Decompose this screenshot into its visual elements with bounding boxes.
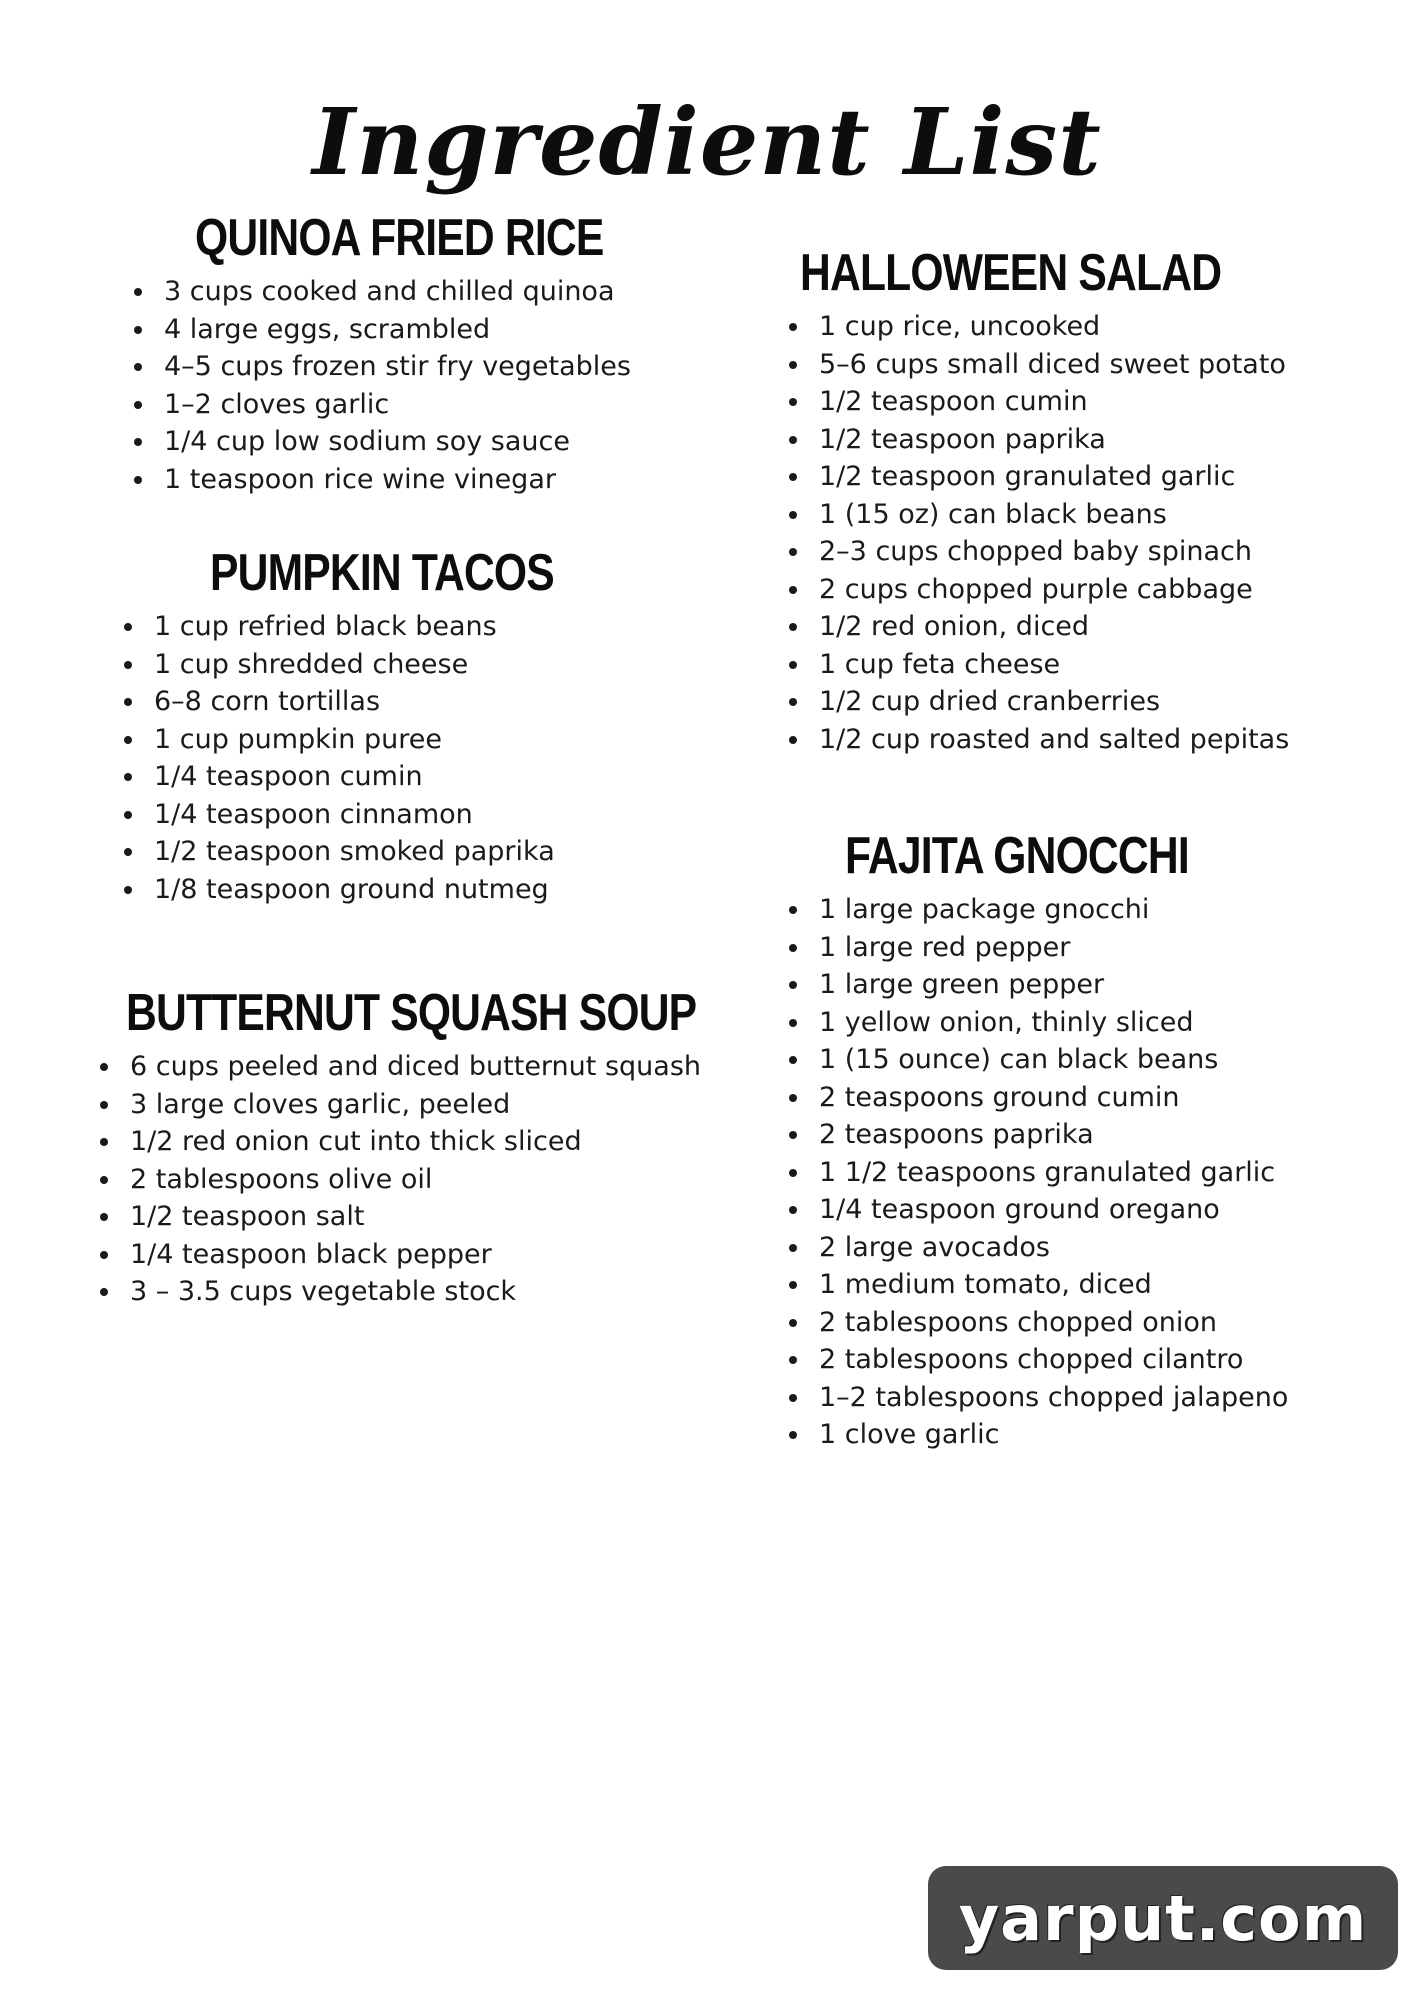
section-heading: PUMPKIN TACOS xyxy=(210,544,554,602)
list-item: 3 – 3.5 cups vegetable stock xyxy=(96,1273,821,1311)
list-item: 2–3 cups chopped baby spinach xyxy=(785,533,1314,571)
list-item: 4–5 cups frozen stir fry vegetables xyxy=(130,348,693,386)
list-item: 1–2 cloves garlic xyxy=(130,386,693,424)
list-item: 1 cup pumpkin puree xyxy=(120,721,629,759)
recipe-section-halloween-salad xyxy=(785,245,1314,758)
list-item: 3 large cloves garlic, peeled xyxy=(96,1086,821,1124)
ingredient-list xyxy=(785,308,1314,758)
list-item: 2 large avocados xyxy=(785,1229,1288,1267)
ingredient-list xyxy=(785,891,1288,1454)
page-title: Ingredient List xyxy=(312,87,1102,196)
list-item: 1/4 teaspoon ground oregano xyxy=(785,1191,1288,1229)
section-heading: BUTTERNUT SQUASH SOUP xyxy=(126,984,697,1042)
recipe-section-quinoa-fried-rice xyxy=(130,210,693,498)
watermark-text: yarput.com xyxy=(958,1881,1368,1955)
list-item: 1/2 teaspoon smoked paprika xyxy=(120,833,629,871)
section-heading: HALLOWEEN SALAD xyxy=(800,244,1222,302)
list-item: 2 teaspoons ground cumin xyxy=(785,1079,1288,1117)
list-item: 2 cups chopped purple cabbage xyxy=(785,571,1314,609)
list-item: 2 tablespoons chopped onion xyxy=(785,1304,1288,1342)
recipe-section-pumpkin-tacos xyxy=(120,545,629,908)
list-item: 1/2 teaspoon cumin xyxy=(785,383,1314,421)
list-item: 1 yellow onion, thinly sliced xyxy=(785,1004,1288,1042)
list-item: 1 cup rice, uncooked xyxy=(785,308,1314,346)
list-item: 1 large green pepper xyxy=(785,966,1288,1004)
list-item: 4 large eggs, scrambled xyxy=(130,311,693,349)
list-item: 6 cups peeled and diced butternut squash xyxy=(96,1048,821,1086)
list-item: 1/2 teaspoon salt xyxy=(96,1198,821,1236)
list-item: 1 cup feta cheese xyxy=(785,646,1314,684)
list-item: 2 teaspoons paprika xyxy=(785,1116,1288,1154)
list-item: 1/2 cup dried cranberries xyxy=(785,683,1314,721)
list-item: 1 cup shredded cheese xyxy=(120,646,629,684)
list-item: 1 (15 ounce) can black beans xyxy=(785,1041,1288,1079)
list-item: 2 tablespoons chopped cilantro xyxy=(785,1341,1288,1379)
list-item: 1 (15 oz) can black beans xyxy=(785,496,1314,534)
list-item: 1/2 teaspoon paprika xyxy=(785,421,1314,459)
list-item: 1–2 tablespoons chopped jalapeno xyxy=(785,1379,1288,1417)
list-item: 1 clove garlic xyxy=(785,1416,1288,1454)
list-item: 1/4 cup low sodium soy sauce xyxy=(130,423,693,461)
ingredient-list xyxy=(130,273,693,498)
list-item: 1/2 cup roasted and salted pepitas xyxy=(785,721,1314,759)
list-item: 1/8 teaspoon ground nutmeg xyxy=(120,871,629,909)
recipe-section-butternut-squash-soup xyxy=(96,985,821,1311)
list-item: 6–8 corn tortillas xyxy=(120,683,629,721)
section-heading: QUINOA FRIED RICE xyxy=(195,209,604,267)
list-item: 1 large red pepper xyxy=(785,929,1288,967)
list-item: 3 cups cooked and chilled quinoa xyxy=(130,273,693,311)
list-item: 1/4 teaspoon cinnamon xyxy=(120,796,629,834)
list-item: 5–6 cups small diced sweet potato xyxy=(785,346,1314,384)
list-item: 1/4 teaspoon black pepper xyxy=(96,1236,821,1274)
list-item: 1/2 teaspoon granulated garlic xyxy=(785,458,1314,496)
list-item: 1 teaspoon rice wine vinegar xyxy=(130,461,693,499)
list-item: 1 1/2 teaspoons granulated garlic xyxy=(785,1154,1288,1192)
watermark-badge xyxy=(928,1866,1398,1970)
list-item: 2 tablespoons olive oil xyxy=(96,1161,821,1199)
list-item: 1 large package gnocchi xyxy=(785,891,1288,929)
list-item: 1/4 teaspoon cumin xyxy=(120,758,629,796)
list-item: 1 cup refried black beans xyxy=(120,608,629,646)
recipe-section-fajita-gnocchi xyxy=(785,828,1288,1454)
ingredient-list xyxy=(120,608,629,908)
list-item: 1/2 red onion cut into thick sliced xyxy=(96,1123,821,1161)
list-item: 1/2 red onion, diced xyxy=(785,608,1314,646)
list-item: 1 medium tomato, diced xyxy=(785,1266,1288,1304)
section-heading: FAJITA GNOCCHI xyxy=(845,827,1189,885)
ingredient-list xyxy=(96,1048,821,1311)
